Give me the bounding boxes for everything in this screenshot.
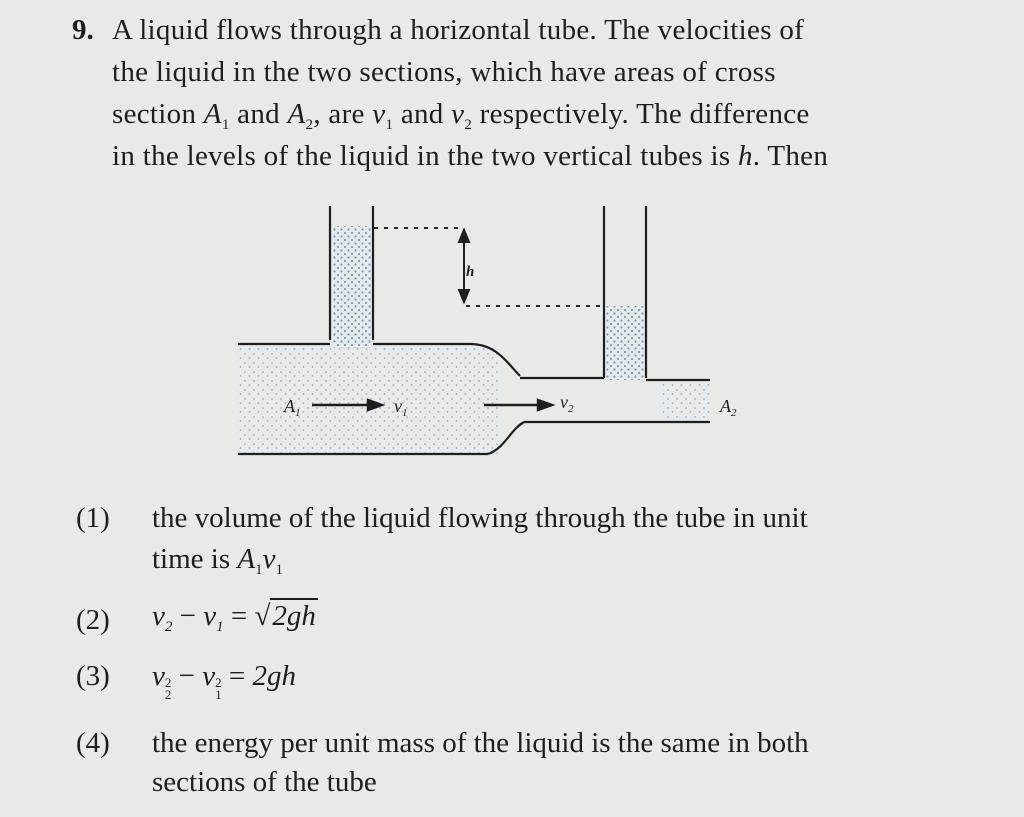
option-2-lhs: v	[152, 600, 165, 632]
option-1-velocity-sub: 1	[275, 562, 283, 578]
area-a2-sub: 2	[305, 117, 314, 133]
option-4-line-2: sections of the tube	[152, 766, 377, 798]
velocity-v2-var: v	[451, 98, 465, 130]
option-1-line-1: the volume of the liquid flowing through the tube in unit	[152, 502, 808, 534]
velocity-v1-sub: 1	[385, 117, 394, 133]
option-2-equals: =	[223, 600, 255, 632]
area-a2-var: A	[287, 98, 306, 130]
label-a1: $A_1$	[284, 396, 301, 419]
height-label: h	[466, 264, 475, 280]
sqrt-symbol: √	[254, 600, 271, 632]
option-2-equation	[152, 600, 318, 636]
line3-post: respectively. The difference	[472, 98, 810, 130]
area-a1-sub: 1	[221, 117, 230, 133]
option-3-number: (3)	[76, 660, 110, 692]
area-a1-var: A	[203, 98, 222, 130]
line3-mid1: and	[229, 98, 288, 130]
option-1-area-sub: 1	[255, 562, 263, 578]
option-3-lhs-sup: 2	[164, 675, 172, 690]
question-number: 9.	[72, 14, 94, 46]
left-tube-liquid	[332, 226, 372, 348]
line4-text: in the levels of the liquid in the two vertical tubes is	[112, 140, 731, 172]
option-1-area-var: A	[237, 543, 256, 575]
line3-pre: section	[112, 98, 204, 130]
option-3-result: 2gh	[252, 660, 296, 692]
option-3-rhs-sub: 1	[215, 687, 222, 702]
label-v2: $v_2$	[560, 392, 574, 415]
option-3-lhs: v	[152, 660, 165, 692]
option-3-lhs-sub: 2	[164, 687, 172, 702]
option-3-equals: =	[221, 660, 253, 692]
question-line-1: A liquid flows through a horizontal tube. The velocities of	[112, 14, 805, 46]
velocity-v2-sub: 2	[464, 117, 473, 133]
line4-end: . Then	[752, 140, 829, 172]
line3-mid2: , are	[313, 98, 373, 130]
option-3-rhs-sup: 2	[215, 675, 222, 690]
option-2-rhs: v	[203, 600, 217, 632]
option-4-number: (4)	[76, 727, 110, 759]
height-h-var: h	[737, 140, 753, 172]
narrow-section-liquid	[660, 384, 710, 420]
option-1-prefix: time is	[152, 543, 238, 575]
right-tube-liquid	[606, 306, 644, 380]
label-a2: $A_2$	[720, 396, 737, 419]
option-2-lhs-sub: 2	[164, 619, 173, 635]
option-2-rhs-sub: 1	[216, 619, 224, 635]
option-2-minus: −	[172, 600, 204, 632]
line3-mid3: and	[393, 98, 452, 130]
option-3-rhs: v	[202, 660, 216, 692]
option-1-velocity-var: v	[262, 543, 276, 575]
option-3-minus: −	[171, 660, 203, 692]
option-1-number: (1)	[76, 502, 110, 534]
option-2-number: (2)	[76, 604, 110, 636]
velocity-v1-var: v	[372, 98, 386, 130]
option-3-equation	[152, 660, 296, 701]
level-lines	[374, 228, 606, 306]
option-2-radicand: 2gh	[272, 600, 316, 632]
question-line-2: the liquid in the two sections, which have areas of cross	[112, 56, 776, 88]
label-v1: $v_1$	[394, 396, 408, 419]
option-4-line-1: the energy per unit mass of the liquid is the same in both	[152, 727, 809, 759]
option-1-line-2	[152, 543, 283, 579]
